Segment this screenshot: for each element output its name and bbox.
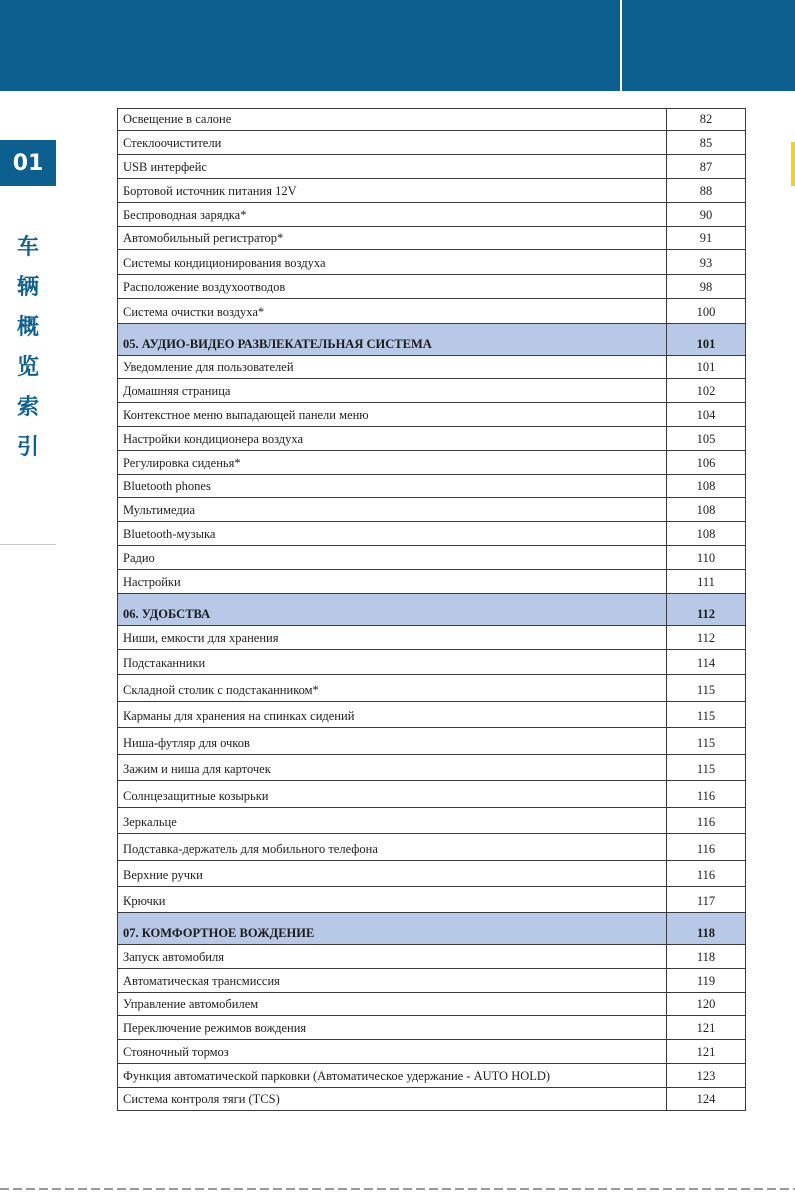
toc-entry-title: Складной столик с подстаканником*: [118, 675, 667, 701]
toc-page-number: 108: [696, 503, 716, 517]
toc-row[interactable]: [117, 131, 746, 155]
toc-row[interactable]: [117, 861, 746, 887]
toc-row[interactable]: [117, 969, 746, 993]
toc-entry-title: Крючки: [118, 887, 667, 912]
toc-entry-title: Ниши, емкости для хранения: [118, 626, 667, 649]
toc-section-row[interactable]: [117, 594, 746, 626]
toc-row[interactable]: [117, 650, 746, 675]
chapter-number-badge: 01: [0, 140, 56, 186]
toc-entry-title: 05. АУДИО-ВИДЕО РАЗВЛЕКАТЕЛЬНАЯ СИСТЕМА: [118, 324, 667, 355]
toc-entry-title: Bluetooth-музыка: [118, 522, 667, 545]
toc-page-number: 119: [696, 974, 716, 988]
toc-page-number: 115: [696, 709, 716, 723]
toc-row[interactable]: [117, 379, 746, 403]
toc-entry-title: Верхние ручки: [118, 861, 667, 886]
toc-entry-title: Солнцезащитные козырьки: [118, 781, 667, 807]
toc-page-number: 117: [696, 894, 716, 908]
bottom-dashed-rule: [0, 1188, 795, 1190]
toc-row[interactable]: [117, 498, 746, 522]
toc-entry-title: Настройки кондиционера воздуха: [118, 427, 667, 450]
toc-page-number: 108: [696, 527, 716, 541]
toc-entry-title: Системы кондиционирования воздуха: [118, 250, 667, 274]
toc-row[interactable]: [117, 993, 746, 1016]
toc-entry-title: Беспроводная зарядка*: [118, 203, 667, 226]
toc-page-number: 106: [696, 456, 716, 470]
toc-row[interactable]: [117, 781, 746, 808]
toc-page-number: 91: [699, 231, 713, 245]
chapter-title-char: 辆: [16, 275, 39, 300]
toc-page-number: 112: [696, 607, 716, 621]
table-of-contents: [117, 108, 746, 1111]
toc-entry-title: Зеркальце: [118, 808, 667, 833]
toc-page-number: 104: [696, 408, 716, 422]
toc-row[interactable]: [117, 834, 746, 861]
toc-entry-title: Освещение в салоне: [118, 109, 667, 130]
toc-row[interactable]: [117, 427, 746, 451]
toc-entry-title: USB интерфейс: [118, 155, 667, 178]
toc-entry-title: Автоматическая трансмиссия: [118, 969, 667, 992]
header-band: [0, 0, 795, 91]
chapter-title-vertical: [8, 228, 48, 468]
toc-page-number: 114: [696, 656, 716, 670]
toc-entry-title: Карманы для хранения на спинках сидений: [118, 702, 667, 727]
toc-page-number: 93: [699, 256, 713, 270]
toc-row[interactable]: [117, 546, 746, 570]
toc-page-number: 124: [696, 1092, 716, 1106]
toc-row[interactable]: [117, 108, 746, 131]
toc-row[interactable]: [117, 945, 746, 969]
toc-row[interactable]: [117, 203, 746, 227]
toc-row[interactable]: [117, 299, 746, 324]
toc-entry-title: Управление автомобилем: [118, 993, 667, 1015]
toc-row[interactable]: [117, 808, 746, 834]
toc-entry-title: Подставка-держатель для мобильного телефона: [118, 834, 667, 860]
toc-page-number: 115: [696, 683, 716, 697]
toc-row[interactable]: [117, 1088, 746, 1111]
chapter-title-char: 览: [16, 355, 39, 380]
toc-row[interactable]: [117, 403, 746, 427]
header-divider: [620, 0, 622, 91]
toc-row[interactable]: [117, 475, 746, 498]
toc-page-number: 115: [696, 762, 716, 776]
toc-row[interactable]: [117, 451, 746, 475]
toc-page-number: 116: [696, 789, 716, 803]
toc-page-number: 111: [697, 575, 715, 589]
toc-entry-title: Функция автоматической парковки (Автоматическое удержание - AUTO HOLD): [118, 1064, 667, 1087]
toc-page-number: 101: [696, 337, 716, 351]
toc-page-number: 90: [699, 208, 713, 222]
toc-page-number: 116: [696, 842, 716, 856]
toc-row[interactable]: [117, 227, 746, 250]
toc-entry-title: Автомобильный регистратор*: [118, 227, 667, 249]
toc-page-number: 116: [696, 868, 716, 882]
chapter-title-char: 车: [16, 235, 39, 260]
toc-row[interactable]: [117, 887, 746, 913]
toc-entry-title: Ниша-футляр для очков: [118, 728, 667, 754]
toc-row[interactable]: [117, 702, 746, 728]
toc-entry-title: Настройки: [118, 570, 667, 593]
toc-page-number: 121: [696, 1045, 716, 1059]
toc-row[interactable]: [117, 275, 746, 299]
toc-page-number: 105: [696, 432, 716, 446]
toc-row[interactable]: [117, 1040, 746, 1064]
toc-page-number: 123: [696, 1069, 716, 1083]
toc-page-number: 101: [696, 360, 716, 374]
toc-entry-title: Уведомление для пользователей: [118, 356, 667, 378]
toc-row[interactable]: [117, 728, 746, 755]
toc-row[interactable]: [117, 179, 746, 203]
toc-entry-title: Мультимедиа: [118, 498, 667, 521]
toc-page-number: 87: [699, 160, 713, 174]
toc-row[interactable]: [117, 755, 746, 781]
toc-row[interactable]: [117, 1064, 746, 1088]
toc-section-row[interactable]: [117, 913, 746, 945]
toc-entry-title: Система очистки воздуха*: [118, 299, 667, 323]
toc-row[interactable]: [117, 570, 746, 594]
toc-row[interactable]: [117, 250, 746, 275]
toc-row[interactable]: [117, 1016, 746, 1040]
toc-entry-title: Система контроля тяги (TCS): [118, 1088, 667, 1110]
toc-page-number: 98: [699, 280, 713, 294]
chapter-title-char: 引: [16, 435, 39, 460]
toc-page-number: 102: [696, 384, 716, 398]
toc-entry-title: Стояночный тормоз: [118, 1040, 667, 1063]
toc-page-number: 121: [696, 1021, 716, 1035]
toc-section-row[interactable]: [117, 324, 746, 356]
toc-row[interactable]: [117, 155, 746, 179]
toc-row[interactable]: [117, 356, 746, 379]
toc-entry-title: Контекстное меню выпадающей панели меню: [118, 403, 667, 426]
toc-row[interactable]: [117, 522, 746, 546]
page-edge-marker: [791, 142, 795, 186]
toc-entry-title: Бортовой источник питания 12V: [118, 179, 667, 202]
toc-page-number: 112: [696, 631, 716, 645]
toc-entry-title: Зажим и ниша для карточек: [118, 755, 667, 780]
toc-entry-title: Bluetooth phones: [118, 475, 667, 497]
toc-entry-title: Регулировка сиденья*: [118, 451, 667, 474]
toc-page-number: 110: [696, 551, 716, 565]
toc-entry-title: Запуск автомобиля: [118, 945, 667, 968]
toc-page-number: 85: [699, 136, 713, 150]
toc-page-number: 118: [696, 950, 716, 964]
toc-entry-title: Стеклоочистители: [118, 131, 667, 154]
toc-page-number: 100: [696, 305, 716, 319]
toc-entry-title: 06. УДОБСТВА: [118, 594, 667, 625]
toc-page-number: 120: [696, 997, 716, 1011]
toc-page-number: 115: [696, 736, 716, 750]
chapter-title-char: 概: [16, 315, 39, 340]
toc-entry-title: Радио: [118, 546, 667, 569]
toc-entry-title: Расположение воздухоотводов: [118, 275, 667, 298]
toc-page-number: 116: [696, 815, 716, 829]
toc-page-number: 118: [696, 926, 716, 940]
side-divider: [0, 544, 56, 545]
toc-row[interactable]: [117, 626, 746, 650]
toc-entry-title: 07. КОМФОРТНОЕ ВОЖДЕНИЕ: [118, 913, 667, 944]
chapter-title-char: 索: [16, 395, 39, 420]
toc-entry-title: Подстаканники: [118, 650, 667, 674]
toc-page-number: 82: [699, 112, 713, 126]
toc-entry-title: Домашняя страница: [118, 379, 667, 402]
toc-row[interactable]: [117, 675, 746, 702]
toc-page-number: 88: [699, 184, 713, 198]
toc-entry-title: Переключение режимов вождения: [118, 1016, 667, 1039]
toc-page-number: 108: [696, 479, 716, 493]
